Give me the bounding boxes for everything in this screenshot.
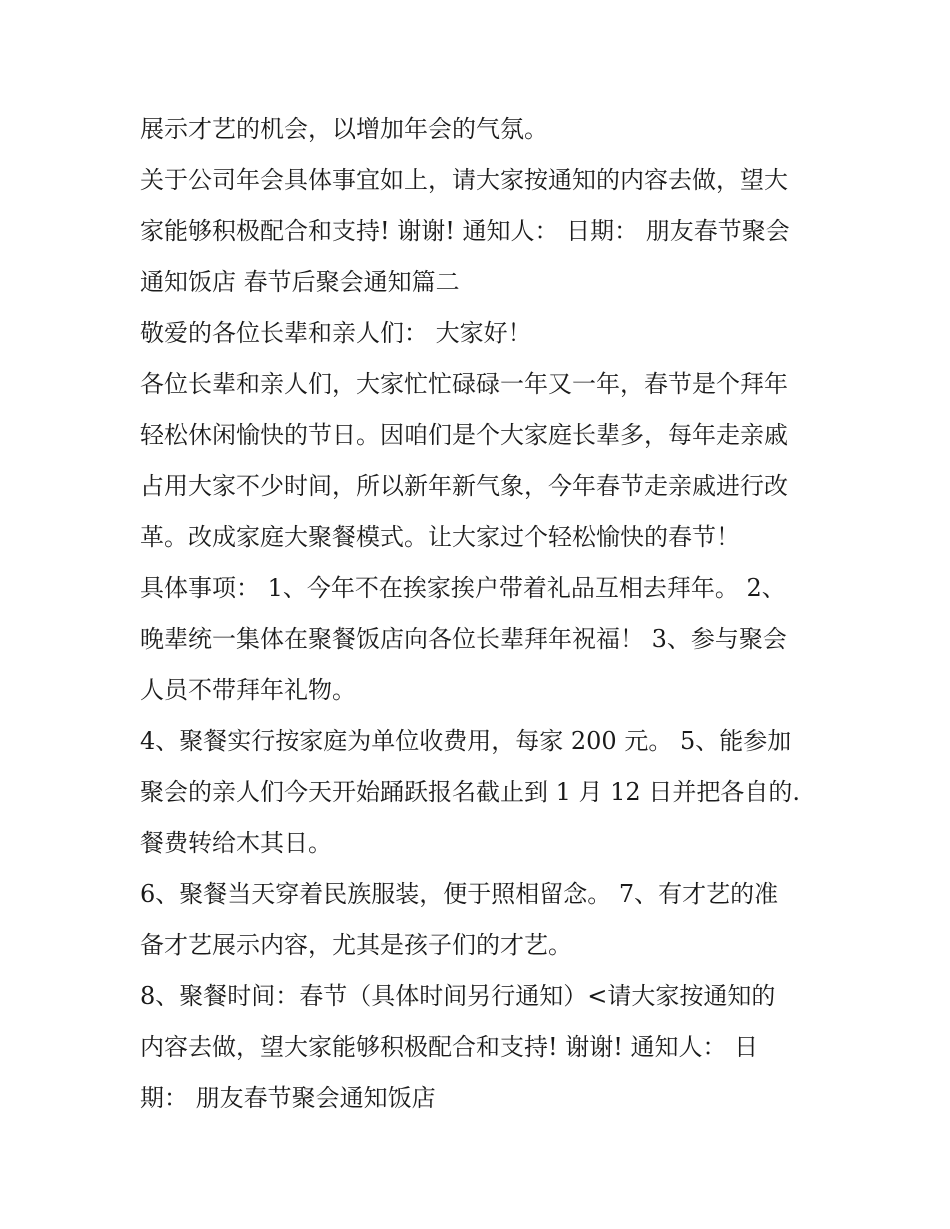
text-line: 革。改成家庭大聚餐模式。让大家过个轻松愉快的春节！ — [140, 523, 740, 551]
text-line: 备才艺展示内容，尤其是孩子们的才艺。 — [140, 931, 572, 959]
text-line: 占用大家不少时间，所以新年新气象，今年春节走亲戚进行改 — [140, 472, 788, 500]
text-line: 通知饭店 春节后聚会通知篇二 — [140, 268, 460, 296]
text-line: 轻松休闲愉快的节日。因咱们是个大家庭长辈多，每年走亲戚 — [140, 421, 788, 449]
text-line: 具体事项： 1、今年不在挨家挨户带着礼品互相去拜年。 2、 — [140, 574, 786, 602]
text-line: 家能够积极配合和支持! 谢谢! 通知人： 日期： 朋友春节聚会 — [140, 217, 790, 245]
text-line: 人员不带拜年礼物。 — [140, 676, 356, 704]
text-line: 展示才艺的机会，以增加年会的气氛。 — [140, 115, 548, 143]
text-line: 餐费转给木其日。 — [140, 829, 332, 857]
text-line: 期： 朋友春节聚会通知饭店 — [140, 1084, 436, 1112]
text-line: 6、聚餐当天穿着民族服装，便于照相留念。 7、有才艺的准 — [140, 880, 779, 908]
text-line: 聚会的亲人们今天开始踊跃报名截止到 1 月 12 日并把各自的. — [140, 778, 800, 806]
document-body — [140, 104, 830, 1124]
text-line: 8、聚餐时间：春节（具体时间另行通知）<请大家按通知的 — [140, 982, 776, 1010]
text-line: 内容去做，望大家能够积极配合和支持! 谢谢! 通知人： 日 — [140, 1033, 759, 1061]
text-line: 4、聚餐实行按家庭为单位收费用，每家 200 元。 5、能参加 — [140, 727, 792, 755]
text-line: 晚辈统一集体在聚餐饭店向各位长辈拜年祝福！ 3、参与聚会 — [140, 625, 787, 653]
text-line: 关于公司年会具体事宜如上，请大家按通知的内容去做，望大 — [140, 166, 788, 194]
text-line: 敬爱的各位长辈和亲人们： 大家好！ — [140, 319, 532, 347]
text-line: 各位长辈和亲人们，大家忙忙碌碌一年又一年，春节是个拜年 — [140, 370, 788, 398]
